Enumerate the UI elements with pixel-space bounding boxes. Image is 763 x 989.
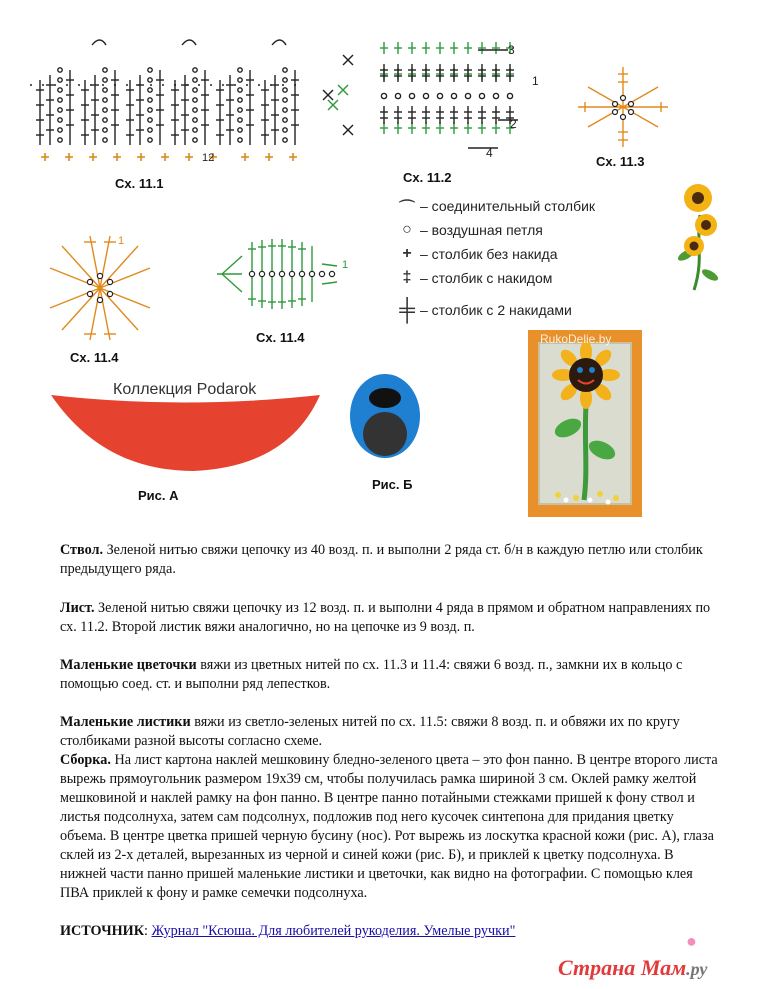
- paragraph-title: Лист.: [60, 600, 95, 616]
- symbol-legend: [394, 194, 595, 330]
- legend-item-treble-crochet: ╪ – столбик с 2 накидами: [394, 290, 595, 330]
- caption-figure-a: Рис. А: [138, 488, 179, 503]
- eye-shape: [345, 370, 425, 465]
- single-crochet-icon: +: [402, 245, 412, 262]
- caption-scheme-11-4-leaf: Сх. 11.4: [256, 330, 305, 345]
- double-crochet-icon: ‡: [402, 269, 412, 286]
- source-title: ИСТОЧНИК: [60, 923, 145, 939]
- mouth-shape: [48, 385, 323, 475]
- paragraph-small-leaves: Маленькие листики вяжи из светло-зеленых нитей по сх. 11.5: свяжи 8 возд. п. и обвяжи их по кругу столбиками разной высоты согласно схеме.: [60, 714, 680, 749]
- paragraph-stem: Ствол. Зеленой нитью свяжи цепочку из 40 возд. п. и выполни 2 ряда ст. б/н в каждую петлю или столбик предыдущего ряда.: [60, 542, 703, 577]
- legend-item-double-crochet: ‡ – столбик с накидом: [394, 266, 595, 290]
- row-number-2: 2: [510, 117, 517, 131]
- legend-item-slip-stitch: ⌒ – соединительный столбик: [394, 194, 595, 218]
- caption-figure-b: Рис. Б: [372, 477, 413, 492]
- slip-stitch-icon: ⌒: [398, 199, 415, 217]
- legend-item-chain: ○ – воздушная петля: [394, 218, 595, 242]
- panel-photo: [528, 330, 642, 517]
- sunflower-panel-art: [528, 330, 642, 517]
- row-number: 1: [342, 259, 349, 271]
- scheme-11-1: [30, 30, 305, 170]
- watermark-icon: ●: [686, 931, 697, 951]
- caption-scheme-11-4-round: Сх. 11.4: [70, 350, 119, 365]
- row-number-1: 1: [532, 74, 539, 88]
- caption-scheme-11-1: Сх. 11.1: [115, 176, 164, 191]
- chain-icon: ○: [402, 221, 412, 238]
- scheme-11-4-leaf: [212, 234, 357, 314]
- caption-scheme-11-3: Сх. 11.3: [596, 154, 645, 169]
- row-number-4: 4: [486, 146, 493, 160]
- row-number-3: 3: [508, 43, 515, 57]
- paragraph-assembly: Сборка. На лист картона наклей мешковину бледно-зеленого цвета – это фон панно. В центре второго листа вырежь прямоугольник размером 19х39 см, чтобы получилась рамка шириной 3 см. Оклей рамку желтой мешковиной и наклей рамку на фон панно. В центре панно потайными стежками пришей к фону ствол и листья подсолнуха, затем сам подсолнух, подложив под него кусочек синтепона для придания цветку объема. В центре цветка пришей черную бусину (нос). Рот вырежь из лоскутка красной кожи (рис. А), глаза склей из 2-х деталей, вырезанных из черной и синей кожи (рис. Б), и приклей к цветку подсолнуха. В нижней части панно пришей маленькие листики и цветочки, как видно на фотографии. С помощью клея ПВА приклей к фону и рамке семечки подсолнуха.: [60, 752, 718, 901]
- site-watermark: ● Страна Мам.ру: [558, 931, 708, 980]
- paragraph-source: ИСТОЧНИК: Журнал "Ксюша. Для любителей рукоделия. Умелые ручки": [60, 923, 516, 939]
- sunflower-illustration: [670, 180, 730, 295]
- collection-label: Коллекция Podarok: [113, 381, 257, 398]
- caption-scheme-11-2: Сх. 11.2: [403, 170, 452, 185]
- chart-number: 12: [202, 152, 215, 164]
- treble-crochet-icon: ╪: [399, 297, 415, 322]
- legend-item-single-crochet: + – столбик без накида: [394, 242, 595, 266]
- paragraph-title: Ствол.: [60, 542, 104, 558]
- scheme-11-3: [573, 62, 673, 152]
- paragraph-title: Маленькие цветочки: [60, 657, 197, 673]
- paragraph-leaf: Лист. Зеленой нитью свяжи цепочку из 12 возд. п. и выполни 4 ряда в прямом и обратном направлениях по сх. 11.2. Второй листик вяжи аналогично, но на цепочке из 9 возд. п.: [60, 600, 711, 635]
- row-number: 1: [118, 235, 125, 247]
- photo-watermark: RukoDelie.by: [540, 332, 612, 346]
- source-link[interactable]: Журнал "Ксюша. Для любителей рукоделия. Умелые ручки": [151, 923, 516, 939]
- paragraph-title: Маленькие листики: [60, 714, 191, 730]
- scheme-11-4-round: [40, 228, 160, 348]
- paragraph-title: Сборка.: [60, 752, 111, 768]
- scheme-11-2: [318, 30, 548, 165]
- paragraph-small-flowers: Маленькие цветочки вяжи из цветных нитей по сх. 11.3 и 11.4: свяжи 6 возд. п., замкни их в кольцо с помощью соед. ст. и выполни ряд лепестков.: [60, 657, 683, 692]
